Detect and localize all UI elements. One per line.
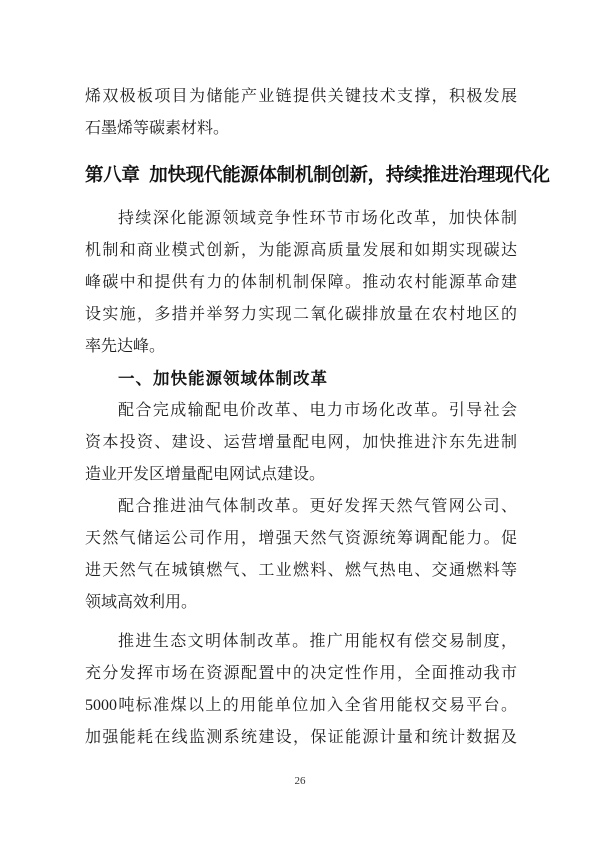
section-heading: 一、加快能源领域体制改革 xyxy=(118,369,328,388)
page-number: 26 xyxy=(294,775,306,787)
body-line: 推进生态文明体制改革。推广用能权有偿交易制度， xyxy=(118,633,517,650)
chapter-heading: 第八章 加快现代能源体制机制创新，持续推进治理现代化 xyxy=(85,164,550,185)
page-footer xyxy=(0,770,600,790)
body-line: 加强能耗在线监测系统建设，保证能源计量和统计数据及 xyxy=(85,729,517,746)
body-line: 烯双极板项目为储能产业链提供关键技术支撑，积极发展 xyxy=(85,88,517,105)
body-line: 天然气储运公司作用，增强天然气资源统筹调配能力。促 xyxy=(85,530,517,547)
body-line: 5000吨标准煤以上的用能单位加入全省用能权交易平台。 xyxy=(85,697,517,714)
document-content xyxy=(85,81,550,754)
para-reform-overview xyxy=(85,203,517,363)
body-line: 领域高效利用。 xyxy=(85,594,198,611)
para-ecological-civilization-reform xyxy=(85,626,517,754)
para-power-market-reform xyxy=(85,395,517,491)
body-line: 配合推进油气体制改革。更好发挥天然气管网公司、 xyxy=(118,498,517,515)
body-line: 石墨烯等碳素材料。 xyxy=(85,120,230,137)
body-line: 充分发挥市场在资源配置中的决定性作用，全面推动我市 xyxy=(85,665,517,682)
body-line: 持续深化能源领域竞争性环节市场化改革，加快体制 xyxy=(118,210,517,227)
body-line: 造业开发区增量配电网试点建设。 xyxy=(85,466,326,483)
body-line: 资本投资、建设、运营增量配电网，加快推进汴东先进制 xyxy=(85,434,517,451)
para-graphene-continued xyxy=(85,81,517,145)
body-line: 进天然气在城镇燃气、工业燃料、燃气热电、交通燃料等 xyxy=(85,562,517,579)
para-oil-gas-reform xyxy=(85,491,517,619)
body-line: 峰碳中和提供有力的体制机制保障。推动农村能源革命建 xyxy=(85,274,517,291)
body-line: 率先达峰。 xyxy=(85,338,166,355)
body-line: 配合完成输配电价改革、电力市场化改革。引导社会 xyxy=(118,402,517,419)
body-line: 设实施，多措并举努力实现二氧化碳排放量在农村地区的 xyxy=(85,306,517,323)
body-line: 机制和商业模式创新，为能源高质量发展和如期实现碳达 xyxy=(85,242,517,259)
